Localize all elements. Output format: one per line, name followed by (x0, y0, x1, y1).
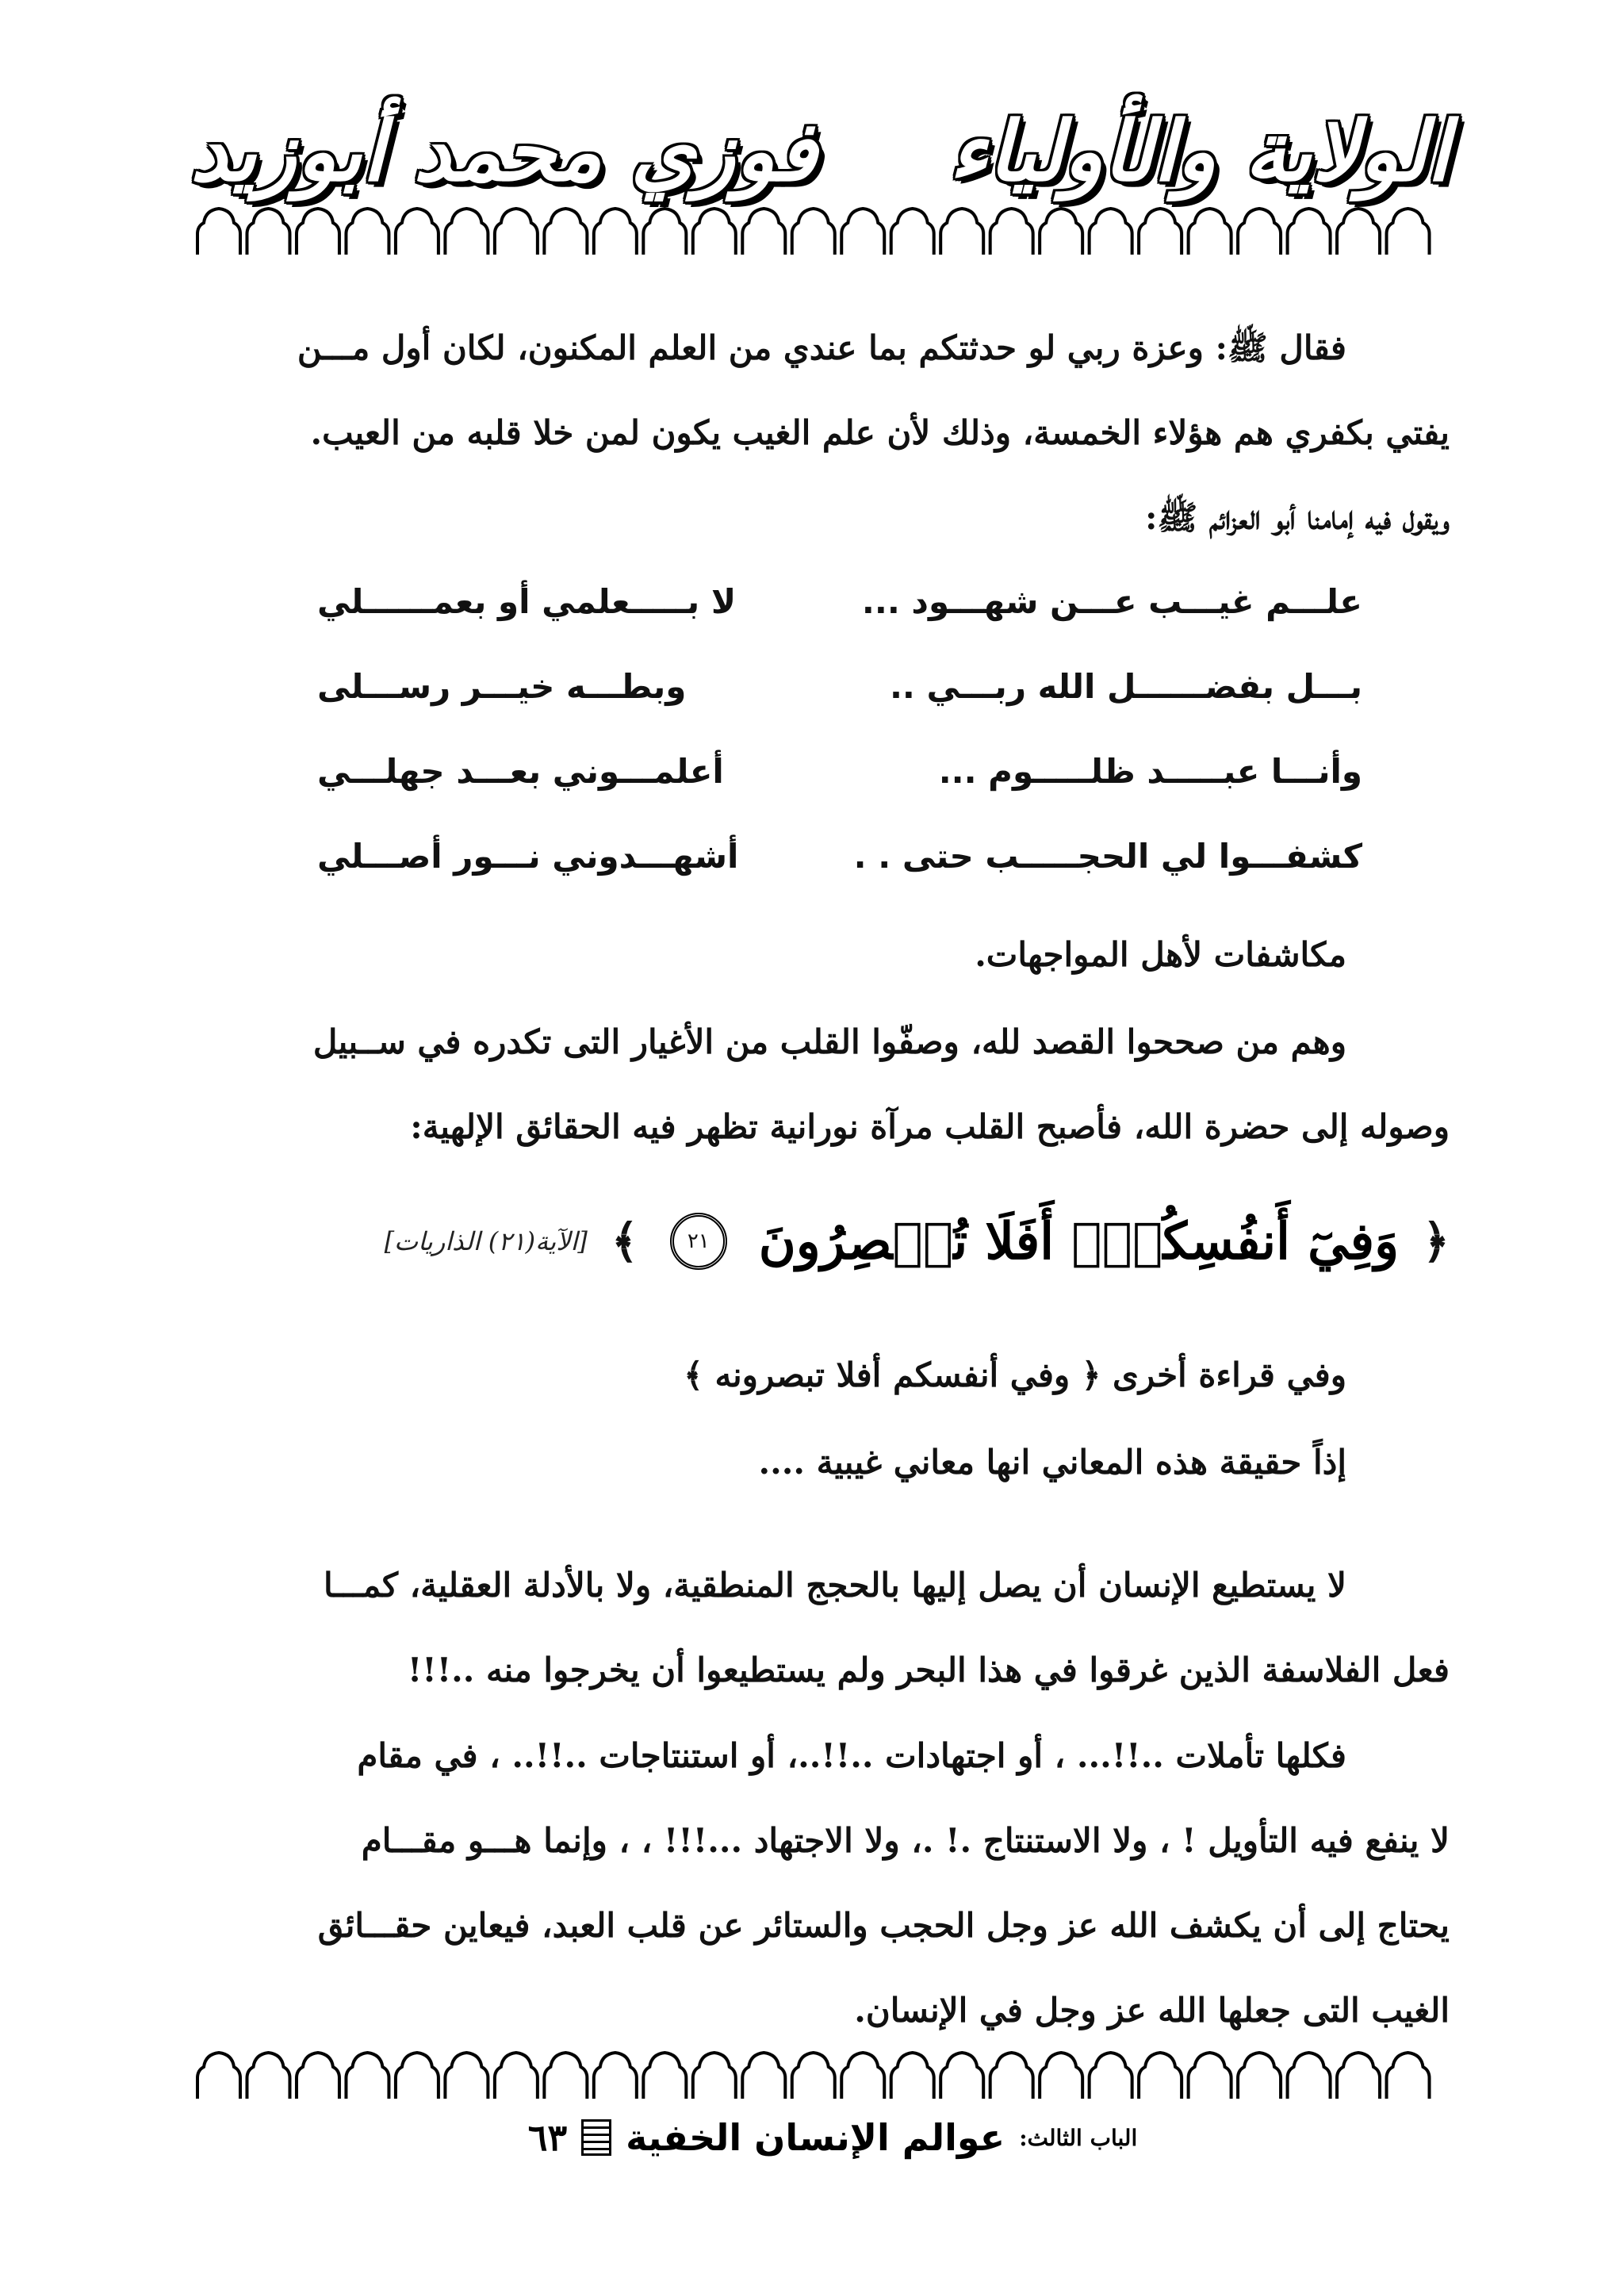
poem-hemistich-right: بـــل بفضــــــل الله ربـــي .. (889, 667, 1362, 706)
poem-hemistich-left: أشهـــدوني نـــور أصـــلي (317, 837, 739, 876)
page-footer (476, 2102, 1189, 2173)
poem-hemistich-right: علـــم غيـــب عـــن شهـــود ... (861, 582, 1362, 621)
paragraph-3-line-2: وصوله إلى حضرة الله، فأصبح القلب مرآة نورانية تظهر فيه الحقائق الإلهية: (410, 1107, 1450, 1146)
ayah-number-mark: ٢١ (670, 1213, 727, 1270)
paragraph-7 (190, 1713, 1450, 2053)
poem-verse (317, 814, 1362, 899)
quran-verse (381, 1190, 1450, 1293)
chapter-label: الباب الثالث: (1019, 2124, 1138, 2151)
poem-verse (317, 559, 1362, 644)
poem-hemistich-left: لا بـــــعلمي أو بعمــــــلي (317, 582, 737, 621)
paragraph-6-line-1: لا يستطيع الإنسان أن يصل إليها بالحجج المنطقية، ولا بالأدلة العقلية، كمـــا (323, 1566, 1346, 1605)
paragraph-1-line-1: فقال ﷺ: وعزة ربي لو حدثتكم بما عندي من العلم المكنون، لكان أول مـــن (297, 328, 1346, 367)
paragraph-6-line-2: فعل الفلاسفة الذين غرقوا في هذا البحر ولم يستطيعوا أن يخرجوا منه ..!!! (407, 1651, 1450, 1689)
poem (317, 559, 1362, 899)
poem-verse (317, 729, 1362, 814)
page-header (190, 95, 1450, 206)
paragraph-1-line-3: ويقول فيه إمامنا أبو العزائم ﷺ: (1144, 498, 1450, 537)
paragraph-3-line-1: وهم من صححوا القصد لله، وصفّوا القلب من الأغيار التى تكدره في ســبيل (312, 1022, 1346, 1061)
paragraph-2 (190, 912, 1450, 997)
paragraph-7-line-2: لا ينفع فيه التأويل ! ، ولا الاستنتاج .! .، ولا الاجتهاد ...!!! ، ، وإنما هـــو مقـــام (361, 1821, 1450, 1860)
decorative-arch-border-bottom (194, 2046, 1433, 2102)
page-number: ٦٣ (527, 2116, 568, 2159)
chapter-title: عوالم الإنسان الخفية (626, 2116, 1005, 2159)
paragraph-6 (190, 1543, 1450, 1712)
paragraph-7-line-4: الغيب التى جعلها الله عز وجل في الإنسان. (854, 1991, 1450, 2030)
paragraph-7-line-1: فكلها تأملات ..!!... ، أو اجتهادات ..!!..، أو استنتاجات ..!!.. ، في مقام (357, 1736, 1346, 1775)
paragraph-2-text: مكاشفات لأهل المواجهات. (975, 935, 1346, 974)
paragraph-5 (190, 1420, 1450, 1505)
poem-hemistich-right: وأنـــا عبـــــد ظلـــــوم ... (938, 752, 1362, 791)
poem-verse (317, 644, 1362, 729)
verse-citation: [الآية(٢١) الذاريات] (384, 1226, 588, 1256)
verse-close-bracket: ﴾ (611, 1214, 638, 1268)
paragraph-1-line-2: يفتي بكفري هم هؤلاء الخمسة، وذلك لأن علم الغيب يكون لمن خلا قلبه من العيب. (310, 413, 1450, 452)
paragraph-5-text: إذاً حقيقة هذه المعاني انها معاني غيبية .... (758, 1443, 1346, 1482)
verse-open-bracket: ﴿ (1423, 1214, 1450, 1268)
paragraph-4 (190, 1332, 1450, 1417)
paragraph-7-line-3: يحتاج إلى أن يكشف الله عز وجل الحجب والستائر عن قلب العبد، فيعاين حقـــائق (317, 1906, 1450, 1945)
book-author: فوزي محمد أبوزيد (190, 102, 818, 200)
verse-text: وَفِيٓ أَنفُسِكُمۡۚ أَفَلَا تُبۡصِرُونَ (758, 1211, 1400, 1271)
poem-hemistich-left: وبطـــه خيـــر رســـلى (317, 667, 687, 706)
poem-hemistich-right: كشفـــوا لي الحجـــــب حتى . . (853, 837, 1362, 876)
paragraph-4-text: وفي قراءة أخرى ﴿ وفي أنفسكم أفلا تبصرونه ﴾ (684, 1355, 1346, 1394)
poem-hemistich-left: أعلمـــوني بعـــد جهلـــي (317, 752, 724, 791)
book-title: الولاية والأولياء (949, 102, 1450, 200)
paragraph-1 (190, 305, 1450, 560)
page-icon (581, 2119, 611, 2156)
decorative-arch-border-top (194, 202, 1433, 258)
paragraph-3 (190, 999, 1450, 1169)
